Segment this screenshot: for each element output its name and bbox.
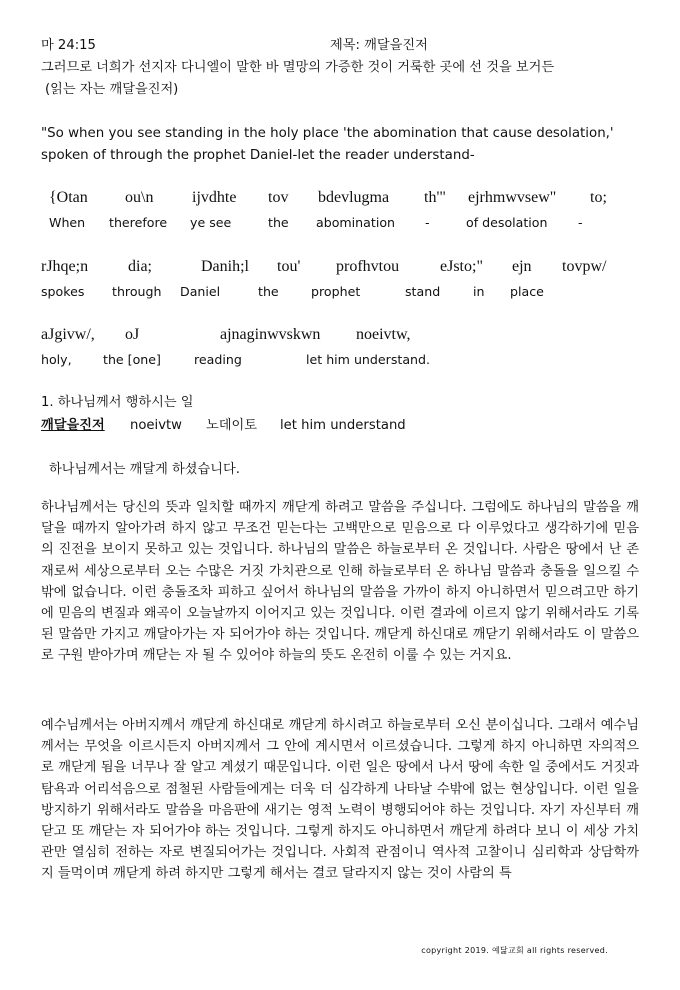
gloss-word: the bbox=[258, 284, 279, 299]
gloss-word: abomination bbox=[316, 215, 396, 230]
gloss-word: Daniel bbox=[180, 284, 221, 299]
greek-word: ajnaginwvskwn bbox=[220, 326, 321, 343]
gloss-word: prophet bbox=[311, 284, 361, 299]
greek-word: ejrhmwvsew" bbox=[468, 189, 557, 206]
gloss-word: let him understand. bbox=[306, 352, 431, 367]
gloss-word: of desolation bbox=[466, 215, 548, 230]
greek-word: th'" bbox=[424, 189, 446, 206]
greek-word: to; bbox=[590, 189, 607, 206]
copyright-footer: copyright 2019. 예닮교회 all rights reserved. bbox=[421, 946, 608, 955]
greek-word: aJgivw/, bbox=[41, 326, 95, 343]
keyword-transliteration: 노데이토 bbox=[206, 418, 257, 433]
greek-word: tov bbox=[268, 189, 289, 206]
greek-word: ijvdhte bbox=[192, 189, 237, 206]
korean-verse-line-2: (읽는 자는 깨달을진저) bbox=[45, 82, 179, 97]
greek-word: dia; bbox=[128, 258, 152, 275]
gloss-word: - bbox=[425, 215, 430, 230]
section-heading: 1. 하나님께서 행하시는 일 bbox=[41, 395, 194, 410]
greek-word: rJhqe;n bbox=[41, 258, 89, 275]
greek-word: profhvtou bbox=[336, 258, 400, 275]
intro-line: 하나님께서는 깨달게 하셨습니다. bbox=[49, 462, 240, 477]
korean-verse-line-1: 그러므로 너희가 선지자 다니엘이 말한 바 멸망의 가증한 것이 거룩한 곳에 선 것을 보거든 bbox=[41, 60, 555, 75]
keyword-korean: 깨달을진저 bbox=[41, 418, 105, 433]
greek-word: tou' bbox=[277, 258, 301, 275]
gloss-word: spokes bbox=[41, 284, 85, 299]
greek-word: ou\n bbox=[125, 189, 154, 206]
gloss-word: ye see bbox=[190, 215, 232, 230]
sermon-title: 제목: 깨달을진저 bbox=[330, 38, 428, 53]
gloss-word: reading bbox=[194, 352, 242, 367]
greek-word: eJsto;" bbox=[440, 258, 483, 275]
gloss-word: the [one] bbox=[103, 352, 161, 367]
greek-word: Danih;l bbox=[201, 258, 249, 275]
gloss-word: holy, bbox=[41, 352, 72, 367]
gloss-word: therefore bbox=[109, 215, 168, 230]
gloss-word: stand bbox=[405, 284, 441, 299]
greek-word: noeivtw, bbox=[356, 326, 411, 343]
gloss-word: through bbox=[112, 284, 162, 299]
keyword-greek: noeivtw bbox=[130, 418, 182, 433]
body-paragraph-2: 예수님께서는 아버지께서 깨닫게 하신대로 깨닫게 하시려고 하늘로부터 오신 분이십니다. 그래서 예수님께서는 무엇을 이르시든지 아버지께서 그 안에 계시면서 이르셨습니다. 그렇게 하지 아니하면 자의적으로 깨닫게 됨을 너무나 잘 알고 계셨기 때문입니다. 이런 일은 땅에서 나서 땅에 속한 일 중에서도 거짓과 탐욕과 어리석음으로 점철된 사람들에게는 더욱 더 심각하게 나타날 수밖에 없는 현상입니다. 이런 일을 방지하기 위해서라도 말씀을 마음판에 새기는 영적 노력이 병행되어야 하는 것입니다. 자기 자신부터 깨닫고 또 깨닫는 자 되어가야 하는 것입니다. 그렇게 하지도 아니하면서 깨닫게 하려다 보니 이 세상 가치관만 열심히 전하는 자로 변질되어가는 것입니다. 사회적 관점이니 역사적 고찰이니 심리학과 상담학까지 들먹이며 깨닫게 하려 하지만 그렇게 해서는 결코 달라지지 않는 것이 사람의 특 bbox=[41, 718, 639, 882]
greek-word: {Otan bbox=[49, 189, 88, 206]
greek-word: oJ bbox=[125, 326, 140, 343]
scripture-reference: 마 24:15 bbox=[41, 38, 96, 53]
english-verse-line-2: spoken of through the prophet Daniel-let the reader understand- bbox=[41, 148, 475, 163]
gloss-word: place bbox=[510, 284, 544, 299]
gloss-word: When bbox=[49, 215, 86, 230]
body-paragraph-1: 하나님께서는 당신의 뜻과 일치할 때까지 깨닫게 하려고 말씀을 주십니다. 그럼에도 하나님의 말씀을 깨달을 때까지 알아가려 하지 않고 무조건 믿는다는 고백만으로 믿음으로 다 이루었다고 생각하기에 믿음의 진전을 보이지 못하고 있는 것입니다. 하나님의 말씀은 하늘로부터 온 것입니다. 사람은 땅에서 난 존재로써 세상으로부터 오는 수많은 거짓 가치관으로 인해 하늘로부터 온 하나님 말씀과 충돌을 일으킬 수밖에 없습니다. 이런 충돌조차 피하고 싶어서 하나님의 말씀을 가까이 하지 아니하면서 믿으려고만 하기에 믿음의 변질과 왜곡이 오늘날까지 이어지고 있는 것입니다. 이런 결과에 이르지 않기 위해서라도 기록된 말씀만 가지고 깨달아가는 자 되어가야 하는 것입니다. 깨닫게 하신대로 깨닫기 위해서라도 이 말씀으로 구원 받아가며 깨닫는 자 될 수 있어야 하늘의 뜻도 온전히 이룰 수 있는 거지요. bbox=[41, 500, 639, 664]
gloss-word: - bbox=[578, 215, 583, 230]
gloss-word: in bbox=[473, 284, 485, 299]
greek-word: tovpw/ bbox=[562, 258, 607, 275]
greek-word: ejn bbox=[512, 258, 532, 275]
greek-word: bdevlugma bbox=[318, 189, 390, 206]
gloss-word: the bbox=[268, 215, 289, 230]
english-verse-line-1: "So when you see standing in the holy place 'the abomination that cause desolation,' bbox=[41, 126, 614, 141]
keyword-english: let him understand bbox=[280, 418, 406, 433]
